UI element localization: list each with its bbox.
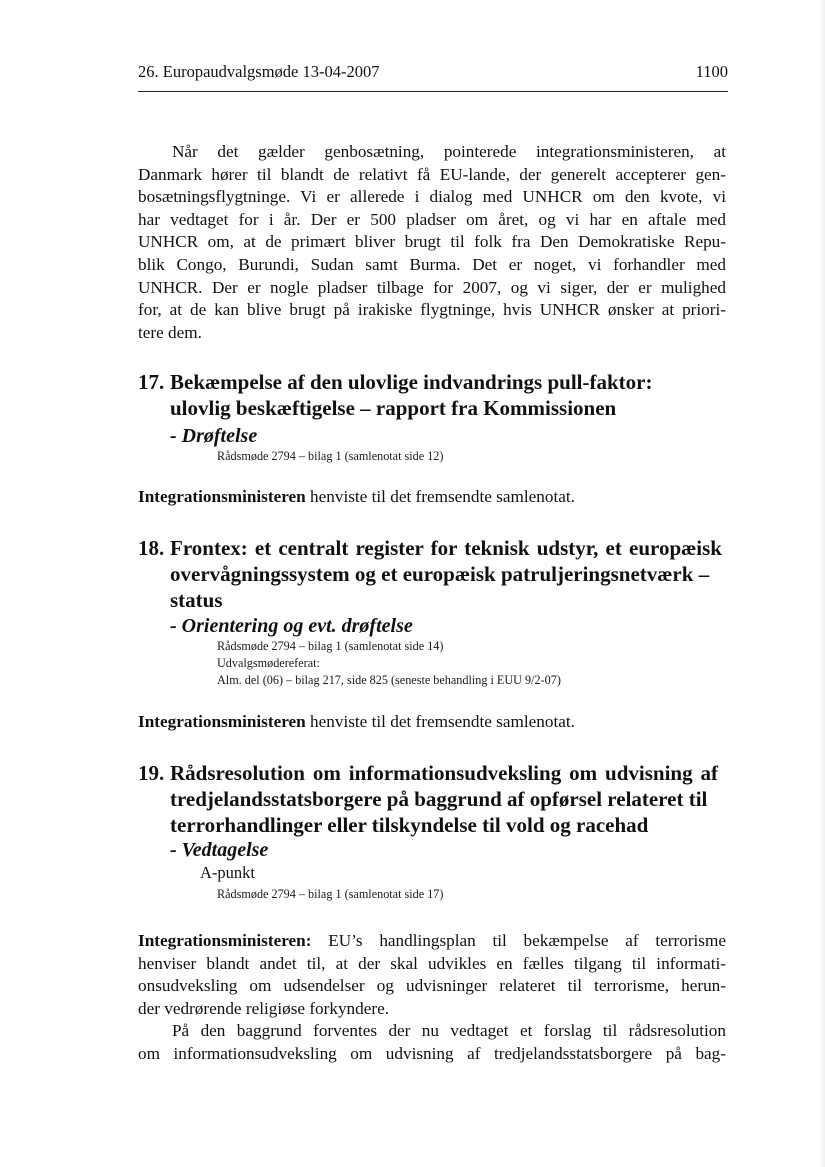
response-text: EU’s handlingsplan til bekæmpelse af terrorisme bbox=[311, 931, 726, 950]
heading-line: terrorhandlinger eller tilskyndelse til vold og racehad bbox=[170, 813, 649, 837]
reference-line: Udvalgsmødereferat: bbox=[217, 656, 320, 670]
text-line: bosætningsflygtninge. Vi er allerede i dialog med UNHCR om den kvote, vi bbox=[138, 187, 726, 207]
item-number: 17. bbox=[138, 370, 165, 394]
text-line: Danmark hører til blandt de relativt få EU-lande, der generelt accepterer gen- bbox=[138, 164, 726, 184]
item-18-refs bbox=[217, 638, 561, 689]
reference-line: Rådsmøde 2794 – bilag 1 (samlenotat side 17) bbox=[217, 887, 444, 901]
reference-line: Rådsmøde 2794 – bilag 1 (samlenotat side 14) bbox=[217, 639, 444, 653]
item-19-refs bbox=[217, 886, 443, 903]
text-line bbox=[138, 930, 726, 953]
header-rule bbox=[138, 91, 728, 92]
item-17-response bbox=[138, 486, 726, 509]
text-line: har vedtaget for i år. Der er 500 pladser om året, og vi har en aftale med bbox=[138, 209, 726, 229]
heading-line: status bbox=[170, 588, 223, 612]
item-18-status: - Orientering og evt. drøftelse bbox=[170, 615, 413, 637]
text-line: UNHCR. Der er nogle pladser tilbage for 2007, og vi siger, der er mulighed bbox=[138, 277, 726, 297]
text-line: UNHCR om, at de primært bliver brugt til folk fra Den Demokratiske Repu- bbox=[138, 232, 726, 252]
item-19-apunkt: A-punkt bbox=[200, 863, 255, 882]
heading-line: ulovlig beskæftigelse – rapport fra Kommissionen bbox=[170, 396, 617, 420]
text-line: der vedrørende religiøse forkyndere. bbox=[138, 998, 390, 1018]
heading-line: overvågningssystem og et europæisk patruljeringsnetværk – bbox=[170, 562, 710, 586]
item-19-response bbox=[138, 930, 726, 1066]
heading-line: tredjelandsstatsborgere på baggrund af opførsel relateret til bbox=[170, 787, 708, 811]
reference-line: Rådsmøde 2794 – bilag 1 (samlenotat side 12) bbox=[217, 449, 444, 463]
text-line: om informationsudveksling om udvisning af tredjelandsstatsborgere på bag- bbox=[138, 1043, 726, 1063]
text-line: På den baggrund forventes der nu vedtaget et forslag til rådsresolution bbox=[172, 1021, 726, 1041]
text-line: for, at de kan blive brugt på irakiske flygtninge, hvis UNHCR ønsker at priori- bbox=[138, 300, 726, 320]
item-number: 19. bbox=[138, 761, 165, 785]
scan-edge bbox=[819, 0, 825, 1167]
text-line: tere dem. bbox=[138, 322, 202, 342]
item-17-heading bbox=[138, 369, 678, 421]
speaker: Integrationsministeren bbox=[138, 712, 306, 731]
item-19-heading bbox=[138, 760, 718, 838]
page-header bbox=[138, 62, 728, 82]
text-line: blik Congo, Burundi, Sudan samt Burma. Det er noget, vi forhandler med bbox=[138, 254, 726, 274]
header-title: 26. Europaudvalgsmøde 13-04-2007 bbox=[138, 62, 380, 81]
response-text: henviste til det fremsendte samlenotat. bbox=[305, 712, 575, 731]
response-text: henviste til det fremsendte samlenotat. bbox=[305, 487, 575, 506]
heading-line: Rådsresolution om informationsudveksling om udvisning af bbox=[170, 761, 718, 785]
page-number: 1100 bbox=[695, 62, 728, 81]
text-line: henviser blandt andet til, at der skal udvikles en fælles tilgang til informati- bbox=[138, 953, 726, 973]
item-17-status: - Drøftelse bbox=[170, 425, 258, 447]
item-18-response bbox=[138, 711, 726, 734]
item-19-status: - Vedtagelse bbox=[170, 839, 269, 861]
heading-line: Frontex: et centralt register for teknisk udstyr, et europæisk bbox=[170, 536, 722, 560]
text-line: onsudveksling om udsendelser og udvisninger relateret til terrorisme, herun- bbox=[138, 976, 726, 996]
item-17-refs bbox=[217, 448, 443, 465]
text-line: Når det gælder genbosætning, pointerede integrationsministeren, at bbox=[172, 142, 726, 161]
speaker: Integrationsministeren bbox=[138, 487, 306, 506]
speaker: Integrationsministeren: bbox=[138, 931, 312, 950]
heading-line: Bekæmpelse af den ulovlige indvandrings pull-faktor: bbox=[170, 370, 653, 394]
reference-line: Alm. del (06) – bilag 217, side 825 (seneste behandling i EUU 9/2-07) bbox=[217, 673, 561, 687]
intro-paragraph bbox=[138, 141, 726, 344]
item-18-heading bbox=[138, 535, 722, 613]
item-number: 18. bbox=[138, 536, 165, 560]
